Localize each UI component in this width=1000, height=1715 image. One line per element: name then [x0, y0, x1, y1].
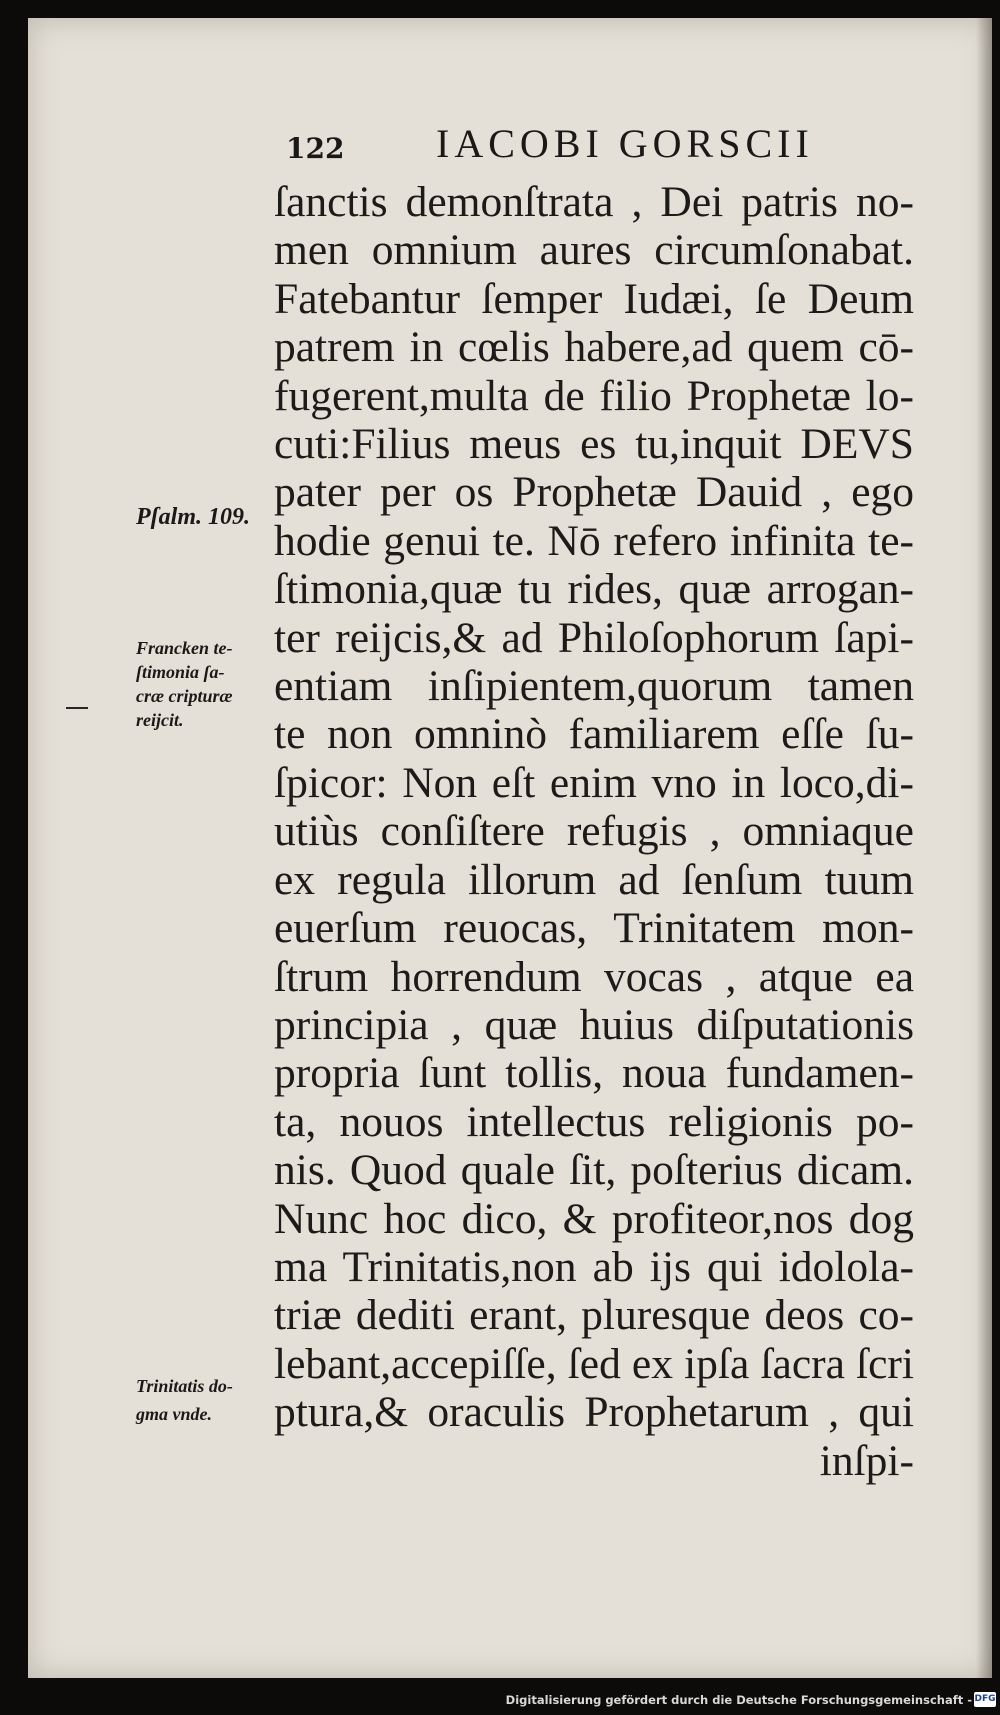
text-line: pater per os Prophetæ Dauid , ego	[274, 468, 914, 517]
text-line: ter reijcis,& ad Philoſophorum ſapi-	[274, 613, 914, 662]
text-line: lebant,accepiſſe, ſed ex ipſa ſacra ſcri	[274, 1339, 914, 1388]
page-edge-shadow	[976, 18, 992, 1678]
margin-note-trinitatis	[136, 1372, 296, 1428]
text-line: ex regula illorum ad ſenſum tuum	[274, 855, 914, 904]
margin-note-line: ſtimonia ſa-	[136, 662, 225, 682]
text-line: fugerent,multa de filio Prophetæ lo-	[274, 371, 914, 420]
margin-note-line: gma vnde.	[136, 1404, 212, 1424]
text-line: ſtrum horrendum vocas , atque ea	[274, 952, 914, 1001]
text-line: Nunc hoc dico, & profiteor,nos dog	[274, 1194, 914, 1243]
digitization-footer	[0, 1690, 1000, 1715]
text-line: hodie genui te. Nō refero infinita te-	[274, 516, 914, 565]
funding-credit: Digitalisierung gefördert durch die Deutsche Forschungsgemeinschaft -	[505, 1693, 972, 1707]
page-number: 122	[286, 132, 345, 165]
text-line: ſtimonia,quæ tu rides, quæ arrogan-	[274, 565, 914, 614]
margin-note-line: Trinitatis do-	[136, 1376, 233, 1396]
text-line: triæ dediti erant, pluresque deos co-	[274, 1291, 914, 1340]
book-page	[28, 18, 992, 1678]
margin-note-line: Francken te-	[136, 638, 233, 658]
margin-note-francken	[136, 636, 286, 732]
text-line: principia , quæ huius diſputationis	[274, 1000, 914, 1049]
text-line: ta, nouos intellectus religionis po-	[274, 1097, 914, 1146]
running-title: IACOBI GORSCII	[436, 121, 814, 166]
text-line: ma Trinitatis,non ab ijs qui idolola-	[274, 1242, 914, 1291]
text-line: te non omninò familiarem eſſe ſu-	[274, 710, 914, 759]
text-line: ſanctis demonſtrata , Dei patris no-	[274, 178, 914, 226]
text-line: nis. Quod quale ſit, poſterius dicam.	[274, 1146, 914, 1195]
text-line: utiùs conſiſtere refugis , omniaque	[274, 807, 914, 856]
text-line: euerſum reuocas, Trinitatem mon-	[274, 904, 914, 953]
text-line: propria ſunt tollis, noua fundamen-	[274, 1049, 914, 1098]
text-line: men omnium aures circumſonabat.	[274, 226, 914, 275]
dfg-logo: DFG	[974, 1692, 996, 1707]
running-head	[28, 120, 992, 170]
text-line: Fatebantur ſemper Iudæi, ſe Deum	[274, 274, 914, 323]
text-line: cuti:Filius meus es tu,inquit DEVS	[274, 420, 914, 469]
body-text	[274, 178, 914, 1485]
margin-note-psalm: Pſalm. 109.	[136, 504, 250, 530]
margin-dash-mark	[66, 707, 88, 709]
margin-note-line: cræ cripturæ	[136, 686, 233, 706]
text-line: patrem in cœlis habere,ad quem cō-	[274, 323, 914, 372]
catchword: inſpi-	[819, 1436, 914, 1485]
margin-note-line: reijcit.	[136, 710, 184, 730]
text-line: ptura,& oraculis Prophetarum , qui	[274, 1388, 914, 1437]
text-line: ſpicor: Non eſt enim vno in loco,di-	[274, 758, 914, 807]
text-line: entiam inſipientem,quorum tamen	[274, 662, 914, 711]
